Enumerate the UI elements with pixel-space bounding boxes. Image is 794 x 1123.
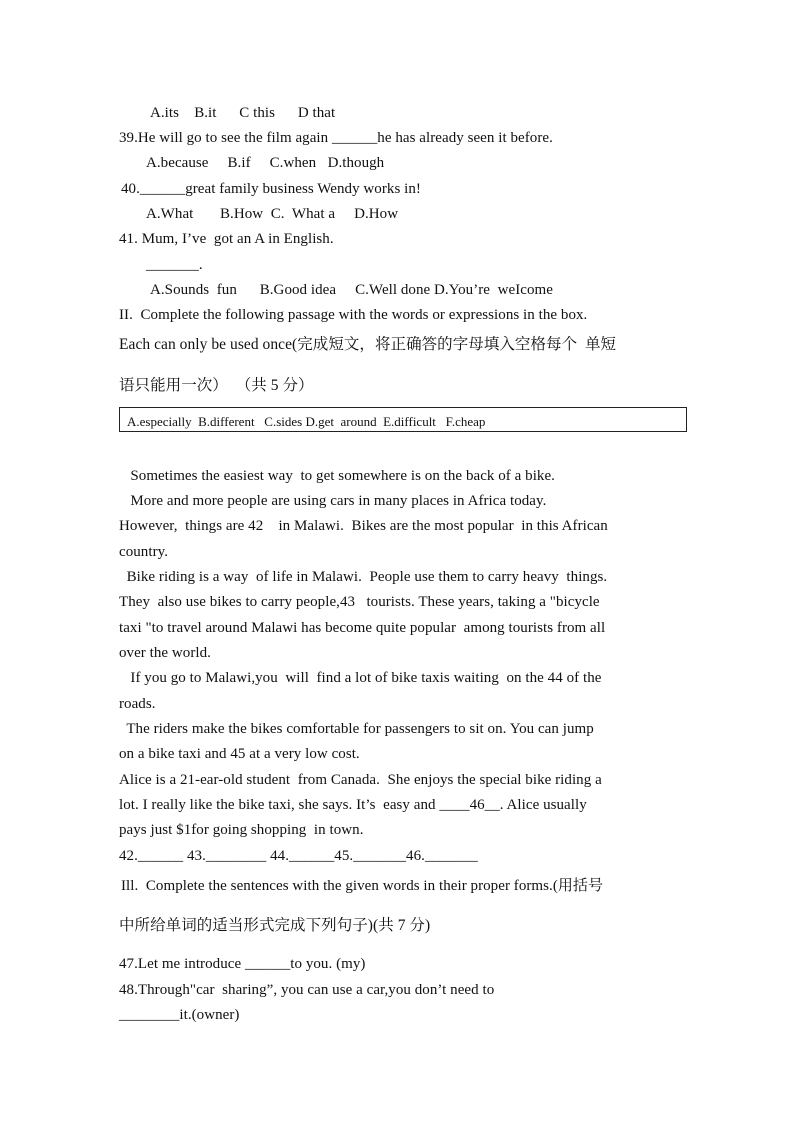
question-41-options: A.Sounds fun B.Good idea C.Well done D.You’re weIcome [150,282,553,298]
passage-line: The riders make the bikes comfortable for passengers to sit on. You can jump [119,721,594,737]
word-box [119,407,687,432]
question-39: 39.He will go to see the film again ______he has already seen it before. [119,130,553,146]
passage-line: If you go to Malawi,you will find a lot of bike taxis waiting on the 44 of the [119,670,602,686]
passage-line: taxi "to travel around Malawi has become quite popular among tourists from all [119,620,606,636]
question-48-line-1: 48.Through"car sharing”, you can use a car,you don’t need to [119,982,495,998]
section-3-heading-line-1: Ill. Complete the sentences with the given words in their proper forms.(用括号 [121,878,604,894]
word-box-options: A.especially B.different C.sides D.get around E.difficult F.cheap [127,414,486,429]
question-40: 40.______great family business Wendy works in! [121,181,421,197]
passage-line: More and more people are using cars in many places in Africa today. [119,493,547,509]
passage-line: However, things are 42 in Malawi. Bikes are the most popular in this African [119,518,608,534]
question-41-blank: _______. [146,257,203,273]
passage-line: roads. [119,696,156,712]
passage-line: on a bike taxi and 45 at a very low cost. [119,746,360,762]
passage-line: They also use bikes to carry people,43 tourists. These years, taking a "bicycle [119,594,600,610]
passage-line: pays just $1for going shopping in town. [119,822,364,838]
question-41: 41. Mum, I’ve got an A in English. [119,231,334,247]
section-3-heading-line-2: 中所给单词的适当形式完成下列句子)(共 7 分) [119,917,431,934]
section-2-heading-line-1: II. Complete the following passage with the words or expressions in the box. [119,307,588,323]
passage-line: Alice is a 21-ear-old student from Canada. She enjoys the special bike riding a [119,772,602,788]
question-48-line-2: ________it.(owner) [119,1007,240,1023]
question-40-options: A.What B.How C. What a D.How [146,206,399,222]
passage-line: over the world. [119,645,211,661]
question-38-options: A.its B.it C this D that [150,105,336,121]
passage-line: lot. I really like the bike taxi, she says. It’s easy and ____46__. Alice usually [119,797,587,813]
passage-line: country. [119,544,168,560]
section-2-heading-line-3: 语只能用一次） （共 5 分） [119,377,314,394]
question-47: 47.Let me introduce ______to you. (my) [119,956,366,972]
passage-line: Sometimes the easiest way to get somewhere is on the back of a bike. [119,468,555,484]
question-39-options: A.because B.if C.when D.though [146,155,385,171]
section-2-heading-line-2: Each can only be used once(完成短文，将正确答的字母填入空格每个 单短 [119,336,617,353]
passage-line: Bike riding is a way of life in Malawi. People use them to carry heavy things. [119,569,608,585]
section-2-answer-blanks: 42.______ 43.________ 44.______45._______46._______ [119,848,478,864]
